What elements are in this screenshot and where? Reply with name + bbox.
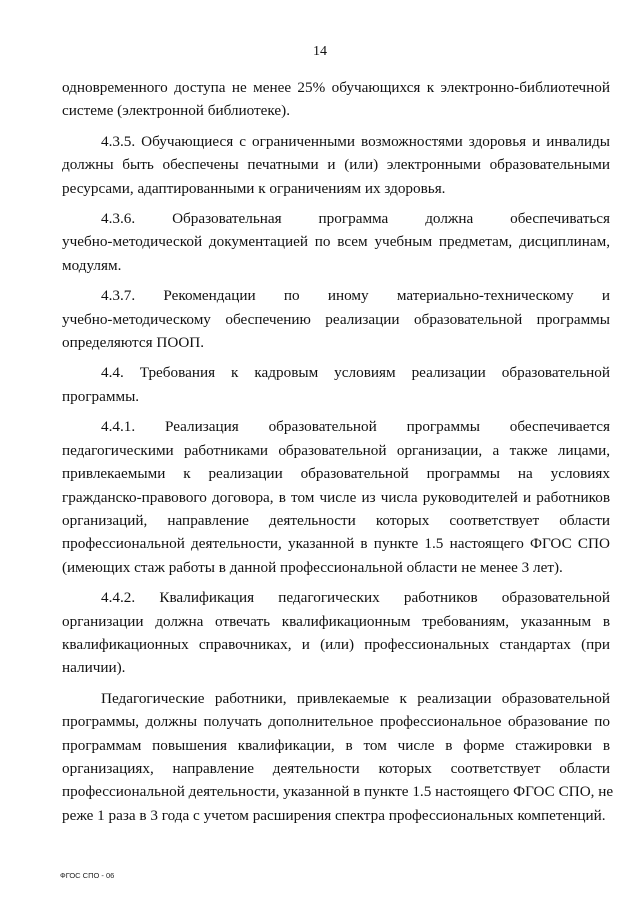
document-body	[62, 76, 614, 834]
text-line: профессиональной деятельности, указанной в пункте 1.5 настоящего ФГОС СПО, не	[62, 783, 614, 801]
text-line: привлекаемыми к реализации образовательной программы на условиях	[62, 465, 610, 483]
text-line: квалификационных справочниках, и (или) профессиональных стандартах (при	[62, 635, 610, 653]
footer-code: ФГОС СПО - 06	[60, 871, 115, 880]
text-line: программы.	[62, 387, 140, 405]
text-line: (имеющих стаж работы в данной профессиональной области не менее 3 лет).	[62, 558, 563, 576]
text-line: программам повышения квалификации, в том числе в форме стажировки в	[62, 736, 610, 754]
paragraph-4-4	[62, 361, 610, 408]
paragraph-library-access	[62, 76, 610, 123]
text-line: 4.4. Требования к кадровым условиям реализации образовательной	[101, 364, 610, 382]
text-line: организации должна отвечать квалификационным требованиям, указанным в	[62, 612, 610, 630]
text-line: 4.3.6. Образовательная программа должна обеспечиваться	[101, 210, 610, 228]
paragraph-teachers-training	[62, 687, 614, 827]
text-line: организациях, направление деятельности которых соответствует области	[62, 759, 610, 777]
text-line: определяются ПООП.	[62, 334, 205, 352]
paragraph-4-4-1	[62, 415, 610, 579]
text-line: программы, должны получать дополнительное профессиональное образование по	[62, 713, 610, 731]
text-line: 4.3.7. Рекомендации по иному материально-техническому и	[101, 287, 610, 305]
text-line: учебно-методическому обеспечению реализации образовательной программы	[62, 310, 610, 328]
text-line: модулям.	[62, 256, 122, 274]
paragraph-4-3-6	[62, 207, 610, 277]
text-line: гражданско-правового договора, в том числе из числа руководителей и работников	[62, 488, 610, 506]
text-line: педагогическими работниками образовательной организации, а также лицами,	[62, 441, 610, 459]
paragraph-4-3-7	[62, 284, 610, 354]
text-line: 4.4.2. Квалификация педагогических работников образовательной	[101, 589, 610, 607]
text-line: одновременного доступа не менее 25% обучающихся к электронно-библиотечной	[62, 79, 610, 96]
text-line: должны быть обеспечены печатными и (или) электронными образовательными	[62, 156, 610, 174]
paragraph-4-3-5	[62, 130, 610, 200]
text-line: 4.3.5. Обучающиеся с ограниченными возможностями здоровья и инвалиды	[101, 132, 610, 150]
text-line: ресурсами, адаптированными к ограничениям их здоровья.	[62, 179, 446, 197]
text-line: Педагогические работники, привлекаемые к реализации образовательной	[101, 689, 610, 707]
text-line: организаций, направление деятельности которых соответствует области	[62, 511, 610, 529]
text-line: реже 1 раза в 3 года с учетом расширения спектра профессиональных компетенций.	[62, 806, 606, 824]
text-line: профессиональной деятельности, указанной в пункте 1.5 настоящего ФГОС СПО	[62, 535, 610, 553]
text-line: 4.4.1. Реализация образовательной программы обеспечивается	[101, 418, 610, 436]
page-number: 14	[313, 44, 327, 59]
text-line: наличии).	[62, 659, 126, 677]
text-line: учебно-методической документацией по всем учебным предметам, дисциплинам,	[62, 233, 610, 251]
paragraph-4-4-2	[62, 586, 610, 680]
text-line: системе (электронной библиотеке).	[62, 102, 290, 120]
